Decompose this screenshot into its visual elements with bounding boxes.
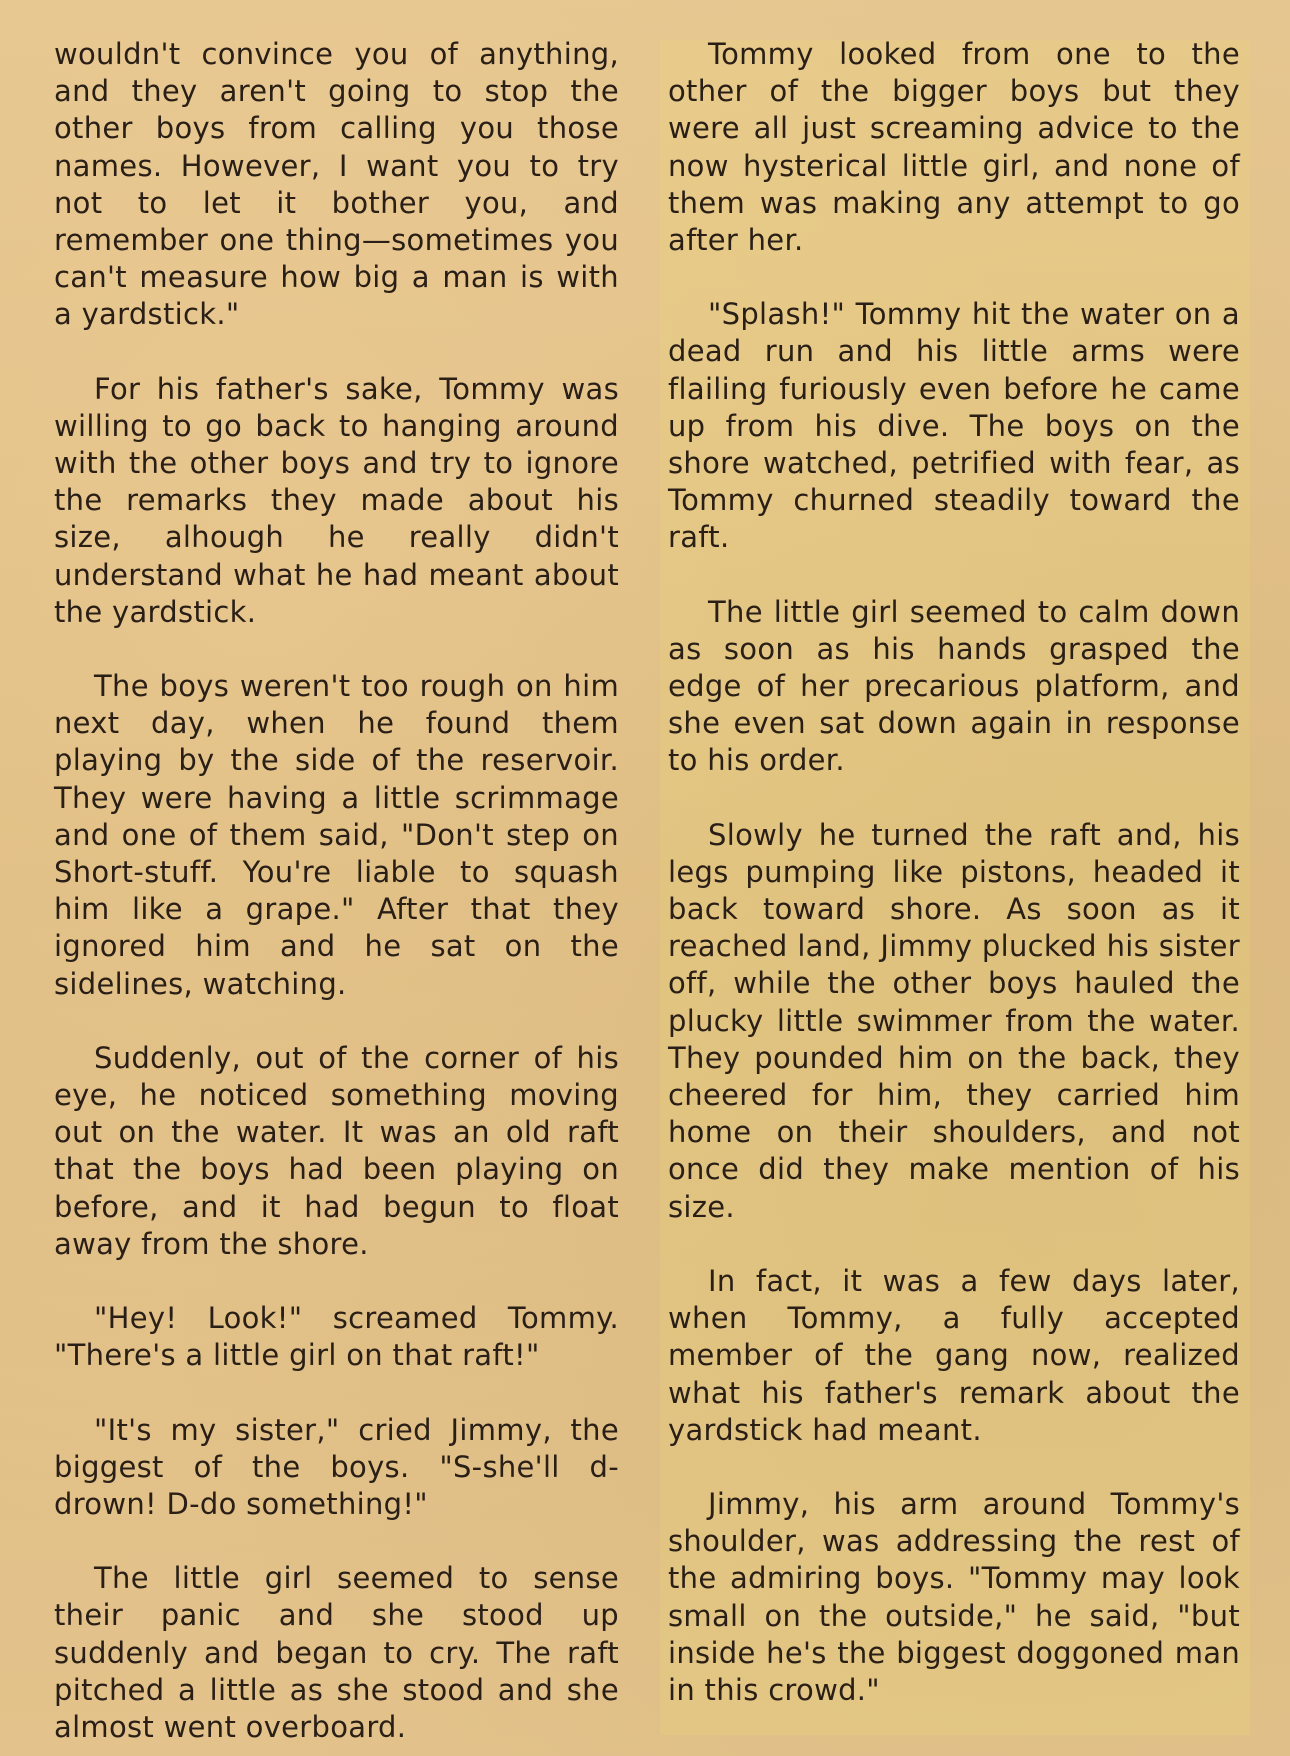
- paragraph: "Splash!" Tommy hit the water on a dead run and his little arms were flailing furiously even before he came up from his dive. The boys on the shore watched, petrified with fear, as Tommy churned steadily toward the raft.: [668, 297, 1240, 555]
- paragraph: "Hey! Look!" screamed Tommy. "There's a little girl on that raft!": [54, 1301, 619, 1373]
- right-text-column: [668, 36, 1240, 1709]
- paragraph: Slowly he turned the raft and, his legs pumping like pistons, headed it back toward shore. As soon as it reached land, Jimmy plucked his sister off, while the other boys hauled the plucky little swimmer from the water. They pounded him on the back, they cheered for him, they carried him home on their shoulders, and not once did they make mention of his size.: [668, 817, 1240, 1224]
- paragraph: The little girl seemed to sense their panic and she stood up suddenly and began to cry. The raft pitched a little as she stood and she almost went overboard.: [54, 1561, 619, 1744]
- paragraph: The little girl seemed to calm down as soon as his hands grasped the edge of her precarious platform, and she even sat down again in response to his order.: [668, 594, 1240, 778]
- paragraph: "It's my sister," cried Jimmy, the biggest of the boys. "S-she'll d-drown! D-do something!": [54, 1412, 619, 1521]
- paragraph: Suddenly, out of the corner of his eye, he noticed something moving out on the water. It was an old raft that the boys had been playing on before, and it had begun to float away from the shore.: [54, 1040, 619, 1261]
- paragraph: Tommy looked from one to the other of the bigger boys but they were all just screaming advice to the now hysterical little girl, and none of them was making any attempt to go after her.: [668, 37, 1240, 258]
- paragraph-continued: wouldn't convince you of anything, and they aren't going to stop the other boys from calling you those names. However, I want you to try not to let it bother you, and remember one thing—sometimes you can't measure how big a man is with a yardstick.": [54, 37, 619, 332]
- paragraph: Jimmy, his arm around Tommy's shoulder, was addressing the rest of the admiring boys. "Tommy may look small on the outside," he said, "but inside he's the biggest doggoned man in this crowd.": [668, 1486, 1240, 1707]
- paragraph: The boys weren't too rough on him next day, when he found them playing by the side of the reservoir. They were having a little scrimmage and one of them said, "Don't step on Short-stuff. You're liable to squash him like a grape." After that they ignored him and he sat on the sidelines, watching.: [54, 669, 619, 1001]
- paragraph: In fact, it was a few days later, when Tommy, a fully accepted member of the gang now, realized what his father's remark about the yardstick had meant.: [668, 1263, 1240, 1447]
- paragraph: For his father's sake, Tommy was willing to go back to hanging around with the other boys and try to ignore the remarks they made about his size, alhough he really didn't understand what he had meant about the yardstick.: [54, 371, 619, 629]
- left-text-column: [54, 36, 619, 1746]
